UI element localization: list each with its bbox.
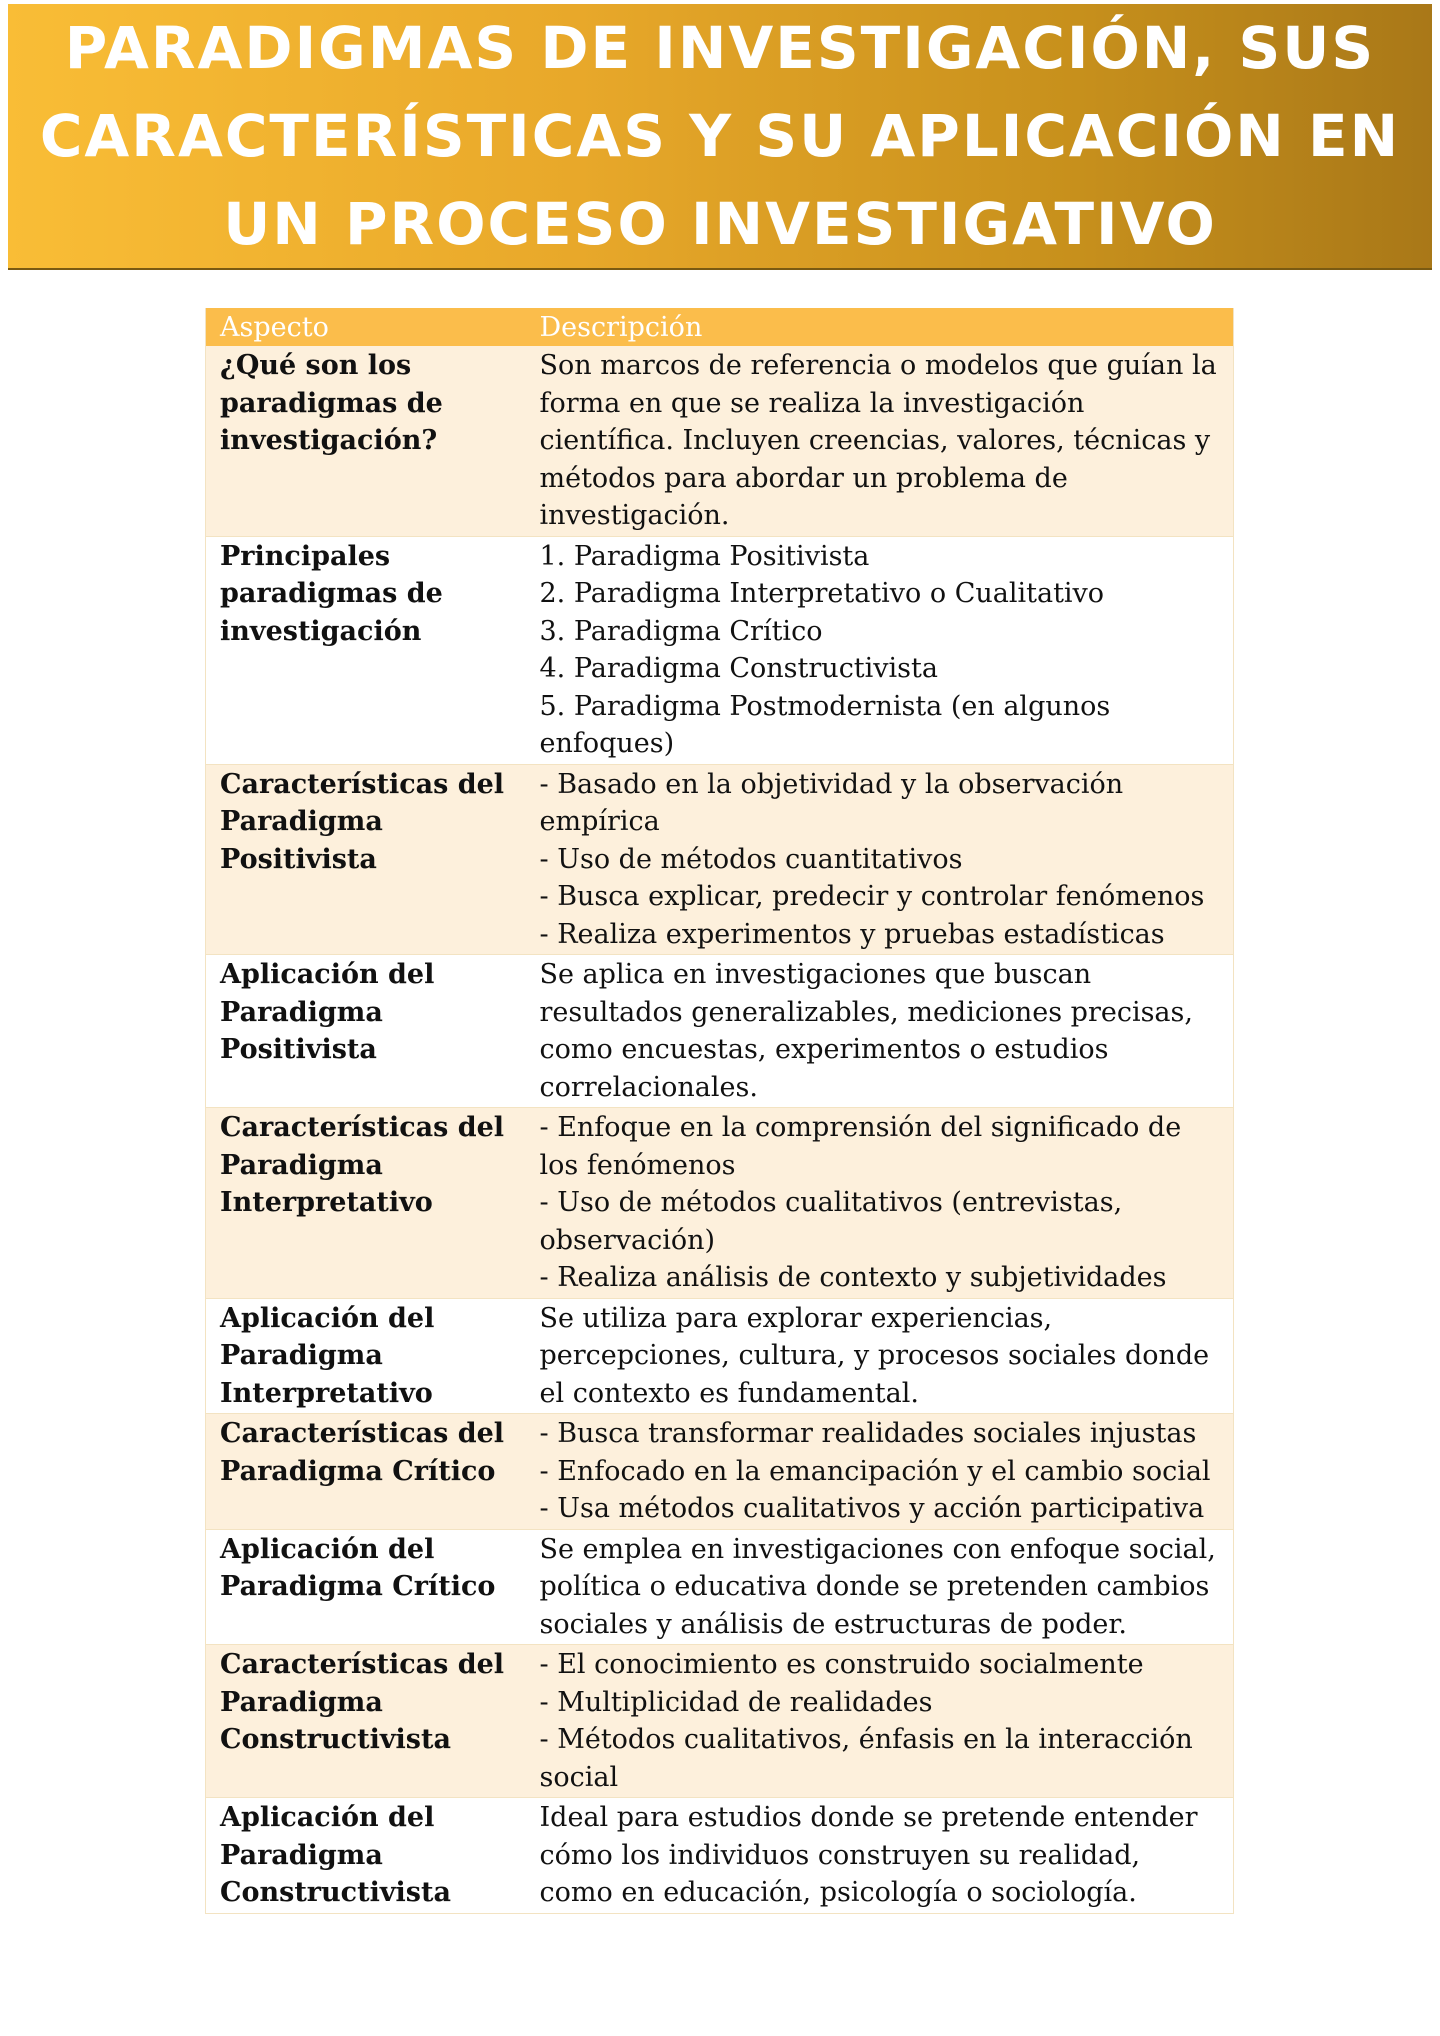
description-cell: Se emplea en investigaciones con enfoque social, política o educativa donde se pretenden cambios sociales y análisis de estructuras de poder. xyxy=(526,1529,1234,1645)
aspect-cell: Características del Paradigma Constructivista xyxy=(206,1645,526,1798)
description-cell: 1. Paradigma Positivista 2. Paradigma Interpretativo o Cualitativo 3. Paradigma Crítico 4. Paradigma Constructivista 5. Paradigma Postmodernista (en algunos enfoques) xyxy=(526,536,1234,764)
table-row xyxy=(206,955,1234,1108)
aspect-cell: Aplicación del Paradigma Positivista xyxy=(206,955,526,1108)
table-row xyxy=(206,1798,1234,1914)
table-row xyxy=(206,764,1234,955)
description-cell: Se utiliza para explorar experiencias, percepciones, cultura, y procesos sociales donde el contexto es fundamental. xyxy=(526,1298,1234,1414)
description-cell: Ideal para estudios donde se pretende entender cómo los individuos construyen su realidad, como en educación, psicología o sociología. xyxy=(526,1798,1234,1914)
paradigms-table xyxy=(205,308,1234,1914)
table-header xyxy=(206,308,1234,346)
aspect-cell: Características del Paradigma Interpretativo xyxy=(206,1108,526,1299)
description-cell: - El conocimiento es construido socialmente - Multiplicidad de realidades - Métodos cualitativos, énfasis en la interacción social xyxy=(526,1645,1234,1798)
table-row xyxy=(206,1298,1234,1414)
aspect-cell: Aplicación del Paradigma Interpretativo xyxy=(206,1298,526,1414)
aspect-cell: Características del Paradigma Crítico xyxy=(206,1414,526,1530)
table-row xyxy=(206,1108,1234,1299)
aspect-cell: Aplicación del Paradigma Crítico xyxy=(206,1529,526,1645)
aspect-cell: Aplicación del Paradigma Constructivista xyxy=(206,1798,526,1914)
table-row xyxy=(206,346,1234,536)
table-row xyxy=(206,1414,1234,1530)
column-header-description: Descripción xyxy=(526,308,1234,346)
description-cell: - Basado en la objetividad y la observación empírica - Uso de métodos cuantitativos - Busca explicar, predecir y controlar fenómenos - Realiza experimentos y pruebas estadísticas xyxy=(526,764,1234,955)
table-row xyxy=(206,1529,1234,1645)
column-header-aspect: Aspecto xyxy=(206,308,526,346)
aspect-cell: Características del Paradigma Positivista xyxy=(206,764,526,955)
title-banner xyxy=(8,4,1432,270)
paradigms-table-container xyxy=(205,308,1233,1914)
description-cell: Son marcos de referencia o modelos que guían la forma en que se realiza la investigación científica. Incluyen creencias, valores, técnicas y métodos para abordar un problema de investigación. xyxy=(526,346,1234,536)
description-cell: Se aplica en investigaciones que buscan resultados generalizables, mediciones precisas, como encuestas, experimentos o estudios correlacionales. xyxy=(526,955,1234,1108)
table-row xyxy=(206,536,1234,764)
aspect-cell: Principales paradigmas de investigación xyxy=(206,536,526,764)
page-title: PARADIGMAS DE INVESTIGACIÓN, SUS CARACTERÍSTICAS Y SU APLICACIÓN EN UN PROCESO INVESTIGATIVO xyxy=(39,14,1401,258)
description-cell: - Enfoque en la comprensión del significado de los fenómenos - Uso de métodos cualitativos (entrevistas, observación) - Realiza análisis de contexto y subjetividades xyxy=(526,1108,1234,1299)
aspect-cell: ¿Qué son los paradigmas de investigación? xyxy=(206,346,526,536)
table-body xyxy=(206,346,1234,1913)
table-header-row xyxy=(206,308,1234,346)
description-cell: - Busca transformar realidades sociales injustas - Enfocado en la emancipación y el cambio social - Usa métodos cualitativos y acción participativa xyxy=(526,1414,1234,1530)
table-row xyxy=(206,1645,1234,1798)
